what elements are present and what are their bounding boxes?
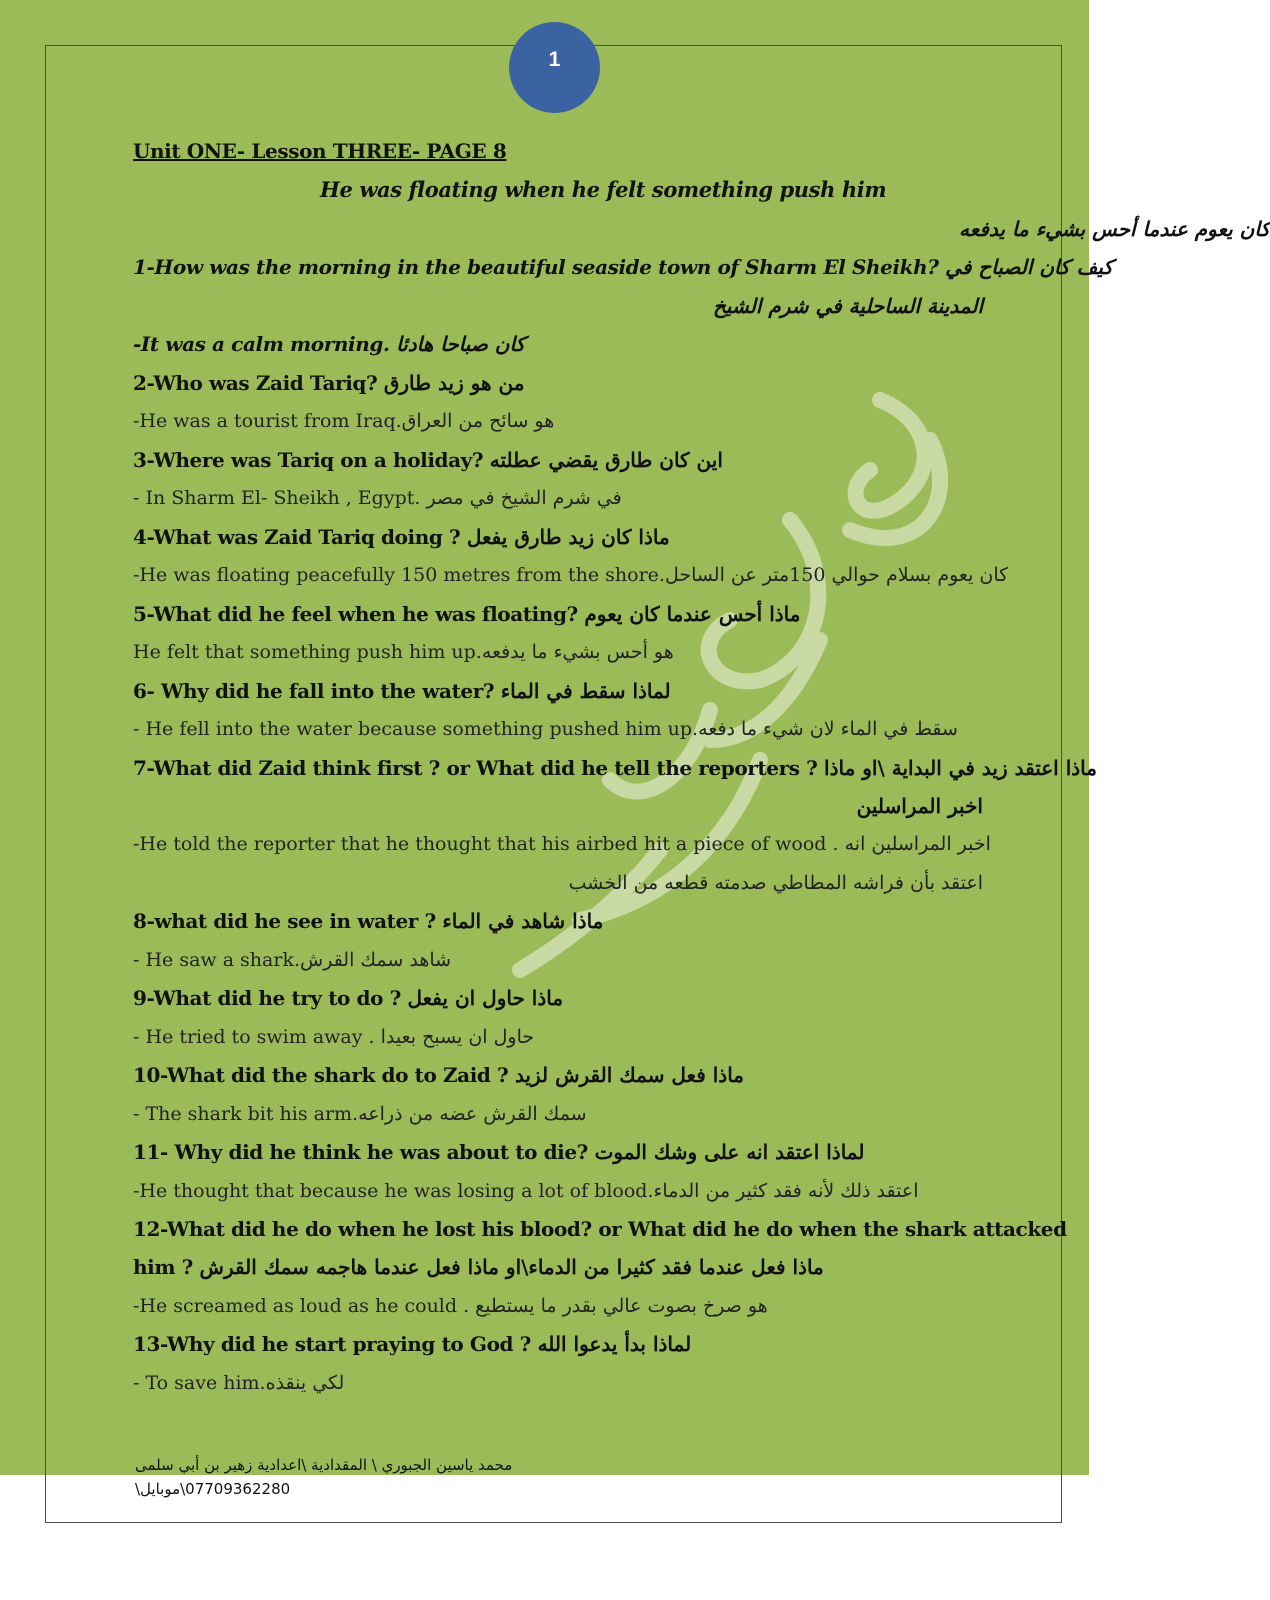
answer-line: -It was a calm morning. كان صباحا هادئا: [133, 332, 526, 356]
question-line: 8-what did he see in water ? ماذا شاهد في الماء: [133, 909, 604, 933]
question-line: اخبر المراسلين: [856, 794, 983, 818]
question-line: 9-What did he try to do ? ماذا حاول ان يفعل: [133, 986, 564, 1010]
answer-line: -He told the reporter that he thought that his airbed hit a piece of wood . اخبر المراسلين انه: [133, 833, 991, 855]
answer-line: اعتقد بأن فراشه المطاطي صدمته قطعه من الخشب: [568, 872, 983, 894]
question-line: المدينة الساحلية في شرم الشيخ: [712, 294, 983, 318]
answer-line: - He tried to swim away . حاول ان يسبح بعيدا: [133, 1026, 535, 1048]
answer-line: -He was floating peacefully 150 metres from the shore.كان يعوم بسلام حوالي 150متر عن الساحل: [133, 564, 1009, 586]
question-line: 13-Why did he start praying to God ? لماذا بدأ يدعوا الله: [133, 1332, 692, 1356]
question-line: 12-What did he do when he lost his blood? or What did he do when the shark attacked: [133, 1217, 1067, 1241]
footer-phone: 07709362280\موبايل\: [135, 1480, 291, 1498]
question-line: 4-What was Zaid Tariq doing ? ماذا كان زيد طارق يفعل: [133, 525, 670, 549]
question-line: 3-Where was Tariq on a holiday? اين كان طارق يقضي عطلته: [133, 448, 723, 472]
unit-title: Unit ONE- Lesson THREE- PAGE 8: [133, 139, 507, 163]
answer-line: He felt that something push him up.هو أحس بشيء ما يدفعه: [133, 641, 674, 663]
answer-line: - He fell into the water because something pushed him up.سقط في الماء لان شيء ما دفعه: [133, 718, 958, 740]
answer-line: - In Sharm El- Sheikh , Egypt. في شرم الشيخ في مصر: [133, 487, 622, 509]
answer-line: - To save him.لكي ينقذه: [133, 1372, 345, 1394]
question-line: 11- Why did he think he was about to die? لماذا اعتقد انه على وشك الموت: [133, 1140, 865, 1164]
question-line: 7-What did Zaid think first ? or What did he tell the reporters ? ماذا اعتقد زيد في البداية \او ماذا: [133, 756, 1097, 780]
lesson-title-ar: كان يعوم عندما أحس بشيء ما يدفعه: [959, 217, 1270, 241]
question-line: 2-Who was Zaid Tariq? من هو زيد طارق: [133, 371, 525, 395]
page-number: 1: [548, 48, 561, 71]
answer-line: - The shark bit his arm.سمك القرش عضه من ذراعه: [133, 1103, 587, 1125]
answer-line: - He saw a shark.شاهد سمك القرش: [133, 949, 452, 971]
answer-line: -He thought that because he was losing a lot of blood.اعتقد ذلك لأنه فقد كثير من الدماء: [133, 1180, 919, 1202]
question-line: 10-What did the shark do to Zaid ? ماذا فعل سمك القرش لزيد: [133, 1063, 744, 1087]
footer-author: محمد ياسين الجبوري \ المقدادية \اعدادية زهير بن أبي سلمى: [135, 1456, 513, 1474]
question-line: 6- Why did he fall into the water? لماذا سقط في الماء: [133, 679, 671, 703]
lesson-title-en: He was floating when he felt something push him: [320, 177, 887, 202]
question-line: 5-What did he feel when he was floating? ماذا أحس عندما كان يعوم: [133, 602, 801, 626]
question-line: 1-How was the morning in the beautiful seaside town of Sharm El Sheikh? كيف كان الصباح في: [133, 255, 1113, 279]
answer-line: -He screamed as loud as he could . هو صرخ بصوت عالي بقدر ما يستطيع: [133, 1295, 768, 1317]
question-line: him ? ماذا فعل عندما فقد كثيرا من الدماء\او ماذا فعل عندما هاجمه سمك القرش: [133, 1255, 824, 1279]
answer-line: -He was a tourist from Iraq.هو سائح من العراق: [133, 410, 555, 432]
